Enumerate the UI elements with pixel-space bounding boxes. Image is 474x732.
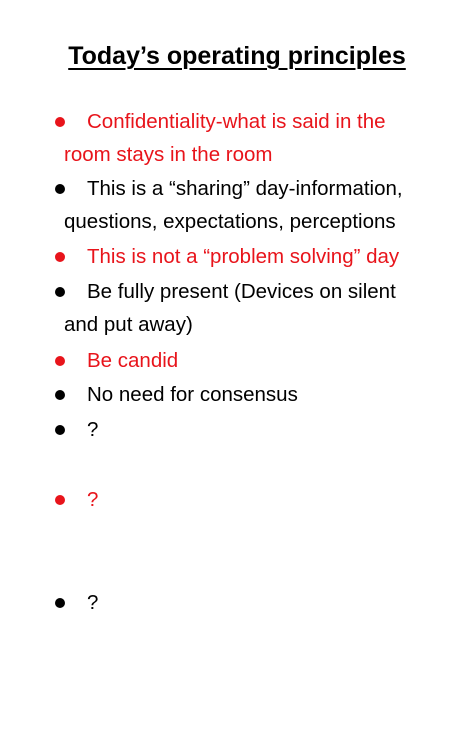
list-item xyxy=(64,413,454,446)
list-item-text-line2: and put away) xyxy=(64,313,193,336)
list-item-text-line1: No need for consensus xyxy=(87,383,298,406)
page-title: Today’s operating principles xyxy=(68,42,406,70)
list-item-text-line1: ? xyxy=(87,591,99,614)
list-item xyxy=(64,275,454,341)
list-item-text-line2: room stays in the room xyxy=(64,143,273,166)
list-item xyxy=(64,483,454,516)
list-item-text-line1: Be candid xyxy=(87,349,179,372)
list-item xyxy=(64,240,454,273)
list-item-text-line2: questions, expectations, perceptions xyxy=(64,210,396,233)
list-item-text-line1: ? xyxy=(87,488,99,511)
list-item xyxy=(64,586,454,619)
list-item xyxy=(64,344,454,377)
list-item-text-line1: This is a “sharing” day-information, xyxy=(87,177,403,200)
list-item xyxy=(64,172,454,238)
list-item-text-line1: ? xyxy=(87,418,99,441)
list-item xyxy=(64,378,454,411)
list-item-text-line1: Be fully present (Devices on silent xyxy=(87,280,396,303)
list-item-text-line1: Confidentiality-what is said in the xyxy=(87,110,386,133)
list-item xyxy=(64,105,454,171)
list-item-text-line1: This is not a “problem solving” day xyxy=(87,245,400,268)
